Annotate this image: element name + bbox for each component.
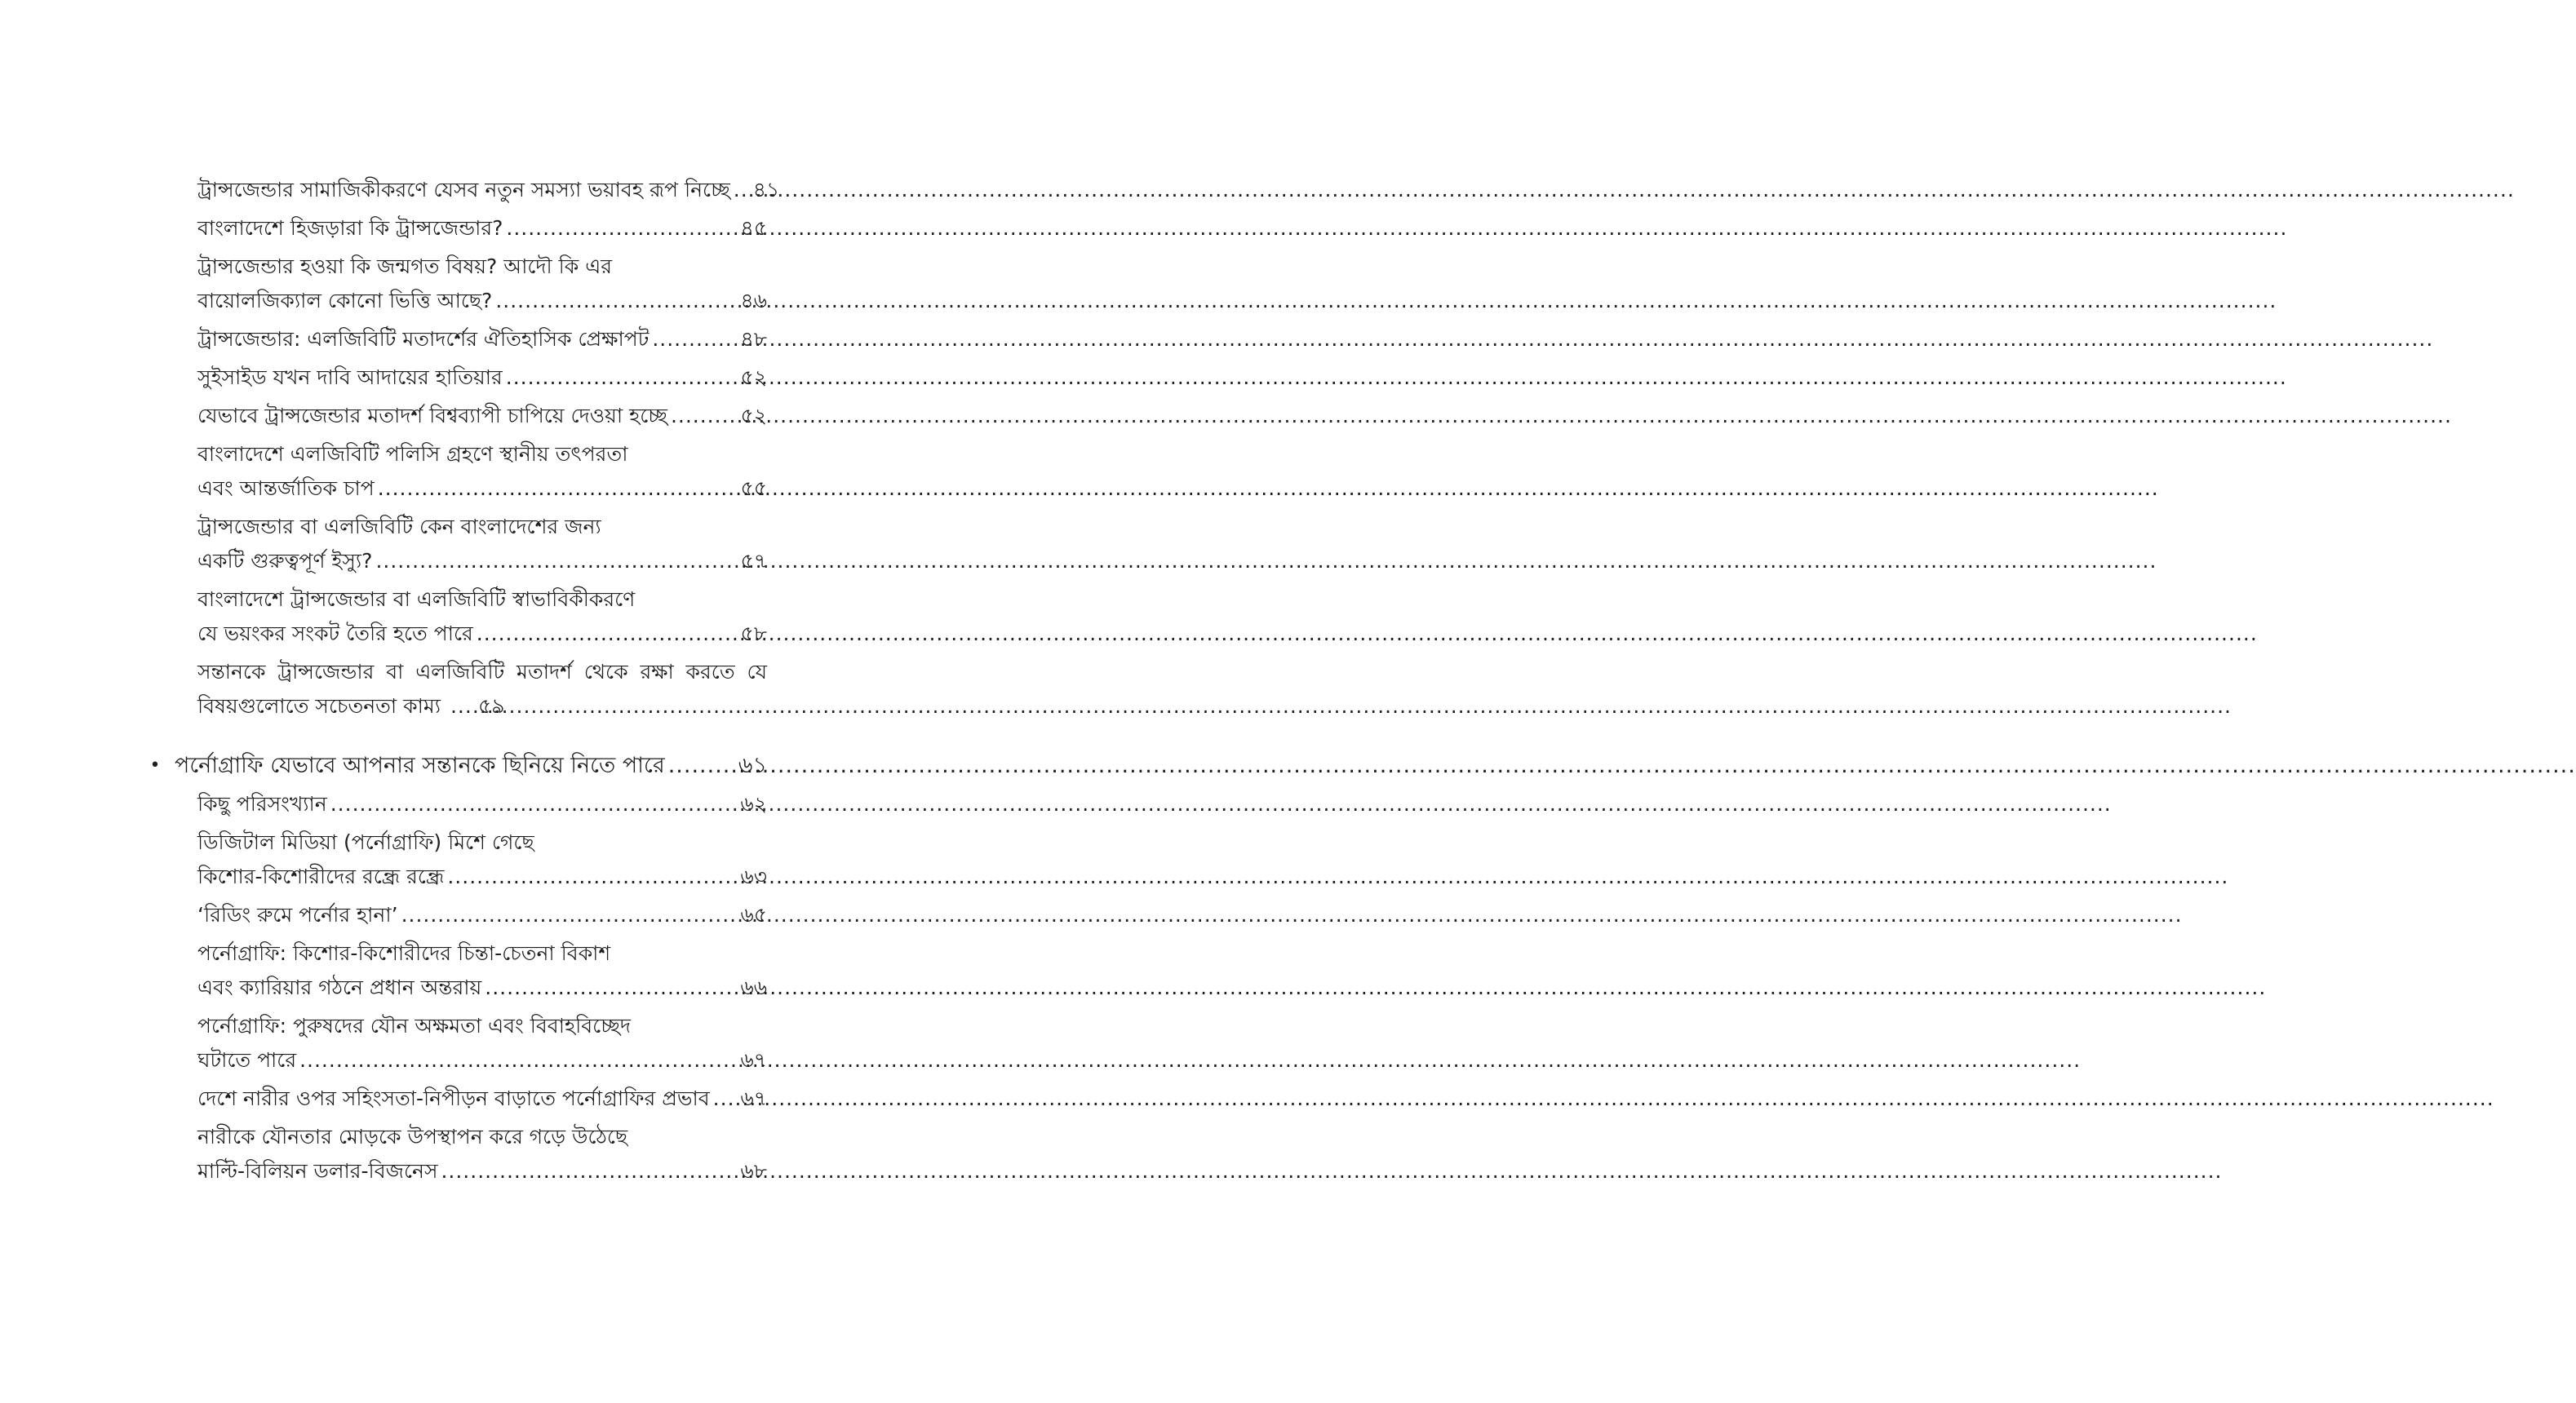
toc-page-number: ৫৮ bbox=[740, 622, 767, 645]
dot-leader bbox=[713, 1082, 738, 1116]
toc-page-number: ৪১ bbox=[752, 178, 780, 201]
toc-entry-title: যেভাবে ট্রান্সজেন্ডার মতাদর্শ বিশ্বব্যাপী চাপিয়ে দেওয়া হচ্ছে bbox=[197, 404, 667, 427]
toc-entry-title: কিশোর-কিশোরীদের রন্ধ্রে রন্ধ্রে bbox=[197, 865, 445, 888]
toc-entry-title: একটি গুরুত্বপূর্ণ ইস্যু? bbox=[197, 549, 373, 573]
toc-entry bbox=[197, 250, 767, 318]
toc-page-number: ৫২ bbox=[740, 404, 767, 427]
toc-entry bbox=[197, 173, 780, 207]
toc-entry-title: বায়োলজিক্যাল কোনো ভিত্তি আছে? bbox=[197, 289, 493, 312]
toc-entry-title: এবং ক্যারিয়ার গঠনে প্রধান অন্তরায় bbox=[197, 976, 482, 999]
toc-entry bbox=[197, 399, 767, 433]
toc-page-number: ৬৬ bbox=[740, 976, 767, 999]
toc-entry-title: সুইসাইড যখন দাবি আদায়ের হাতিয়ার bbox=[197, 365, 503, 389]
toc-page-number: ৬৫ bbox=[740, 903, 767, 927]
toc-entry-title-line: পর্নোগ্রাফি: পুরুষদের যৌন অক্ষমতা এবং বিবাহবিচ্ছেদ bbox=[197, 1014, 631, 1038]
dot-leader bbox=[330, 787, 738, 821]
dot-leader bbox=[447, 860, 737, 894]
dot-leader bbox=[671, 399, 738, 433]
toc-entry-title-line: নারীকে যৌনতার মোড়কে উপস্থাপন করে গড়ে উঠেছে bbox=[197, 1125, 628, 1149]
toc-page-number: ৬৮ bbox=[740, 1159, 767, 1183]
toc-page-number: ৬৩ bbox=[740, 865, 767, 888]
dot-leader bbox=[401, 898, 738, 932]
toc-entry-title: মাল্টি-বিলিয়ন ডলার-বিজনেস bbox=[197, 1159, 438, 1183]
dot-leader bbox=[378, 471, 738, 506]
toc-entry-title-line: ট্রান্সজেন্ডার বা এলজিবিটি কেন বাংলাদেশের জন্য bbox=[197, 515, 601, 538]
toc-entry bbox=[197, 510, 767, 578]
toc-entry-special bbox=[197, 655, 767, 724]
toc-entry-title: ট্রান্সজেন্ডার: এলজিবিটি মতাদর্শের ঐতিহাসিক প্রেক্ষাপট bbox=[197, 327, 650, 351]
dot-leader bbox=[652, 322, 737, 356]
toc-entry-title: ট্রান্সজেন্ডার সামাজিকীকরণে যেসব নতুন সমস্যা ভয়াবহ রূপ নিচ্ছে bbox=[197, 178, 730, 201]
toc-entry bbox=[197, 437, 767, 506]
toc-entry-title: এবং আন্তর্জাতিক চাপ bbox=[197, 476, 375, 500]
bullet-icon: • bbox=[149, 755, 161, 776]
dot-leader bbox=[506, 211, 737, 246]
toc-page-number: ৪৫ bbox=[740, 216, 767, 240]
toc-entry-title: বিষয়গুলোতে সচেতনতা কাম্য bbox=[197, 694, 441, 718]
toc-entry-title: ‘রিডিং রুমে পর্নোর হানা’ bbox=[197, 903, 398, 927]
dot-leader bbox=[485, 971, 737, 1005]
toc-entry bbox=[197, 936, 767, 1005]
toc-entry bbox=[197, 787, 767, 821]
toc-entry bbox=[197, 1009, 767, 1078]
toc-entry bbox=[197, 825, 767, 894]
toc-page-number: ৪৮ bbox=[740, 327, 767, 351]
toc-entry-title-line: পর্নোগ্রাফি: কিশোর-কিশোরীদের চিন্তা-চেতনা বিকাশ bbox=[197, 941, 611, 965]
toc-page-number: ৫৯ bbox=[477, 694, 505, 718]
toc-page-number: ৬৭ bbox=[740, 1087, 767, 1110]
toc-entry-title: বাংলাদেশে হিজড়ারা কি ট্রান্সজেন্ডার? bbox=[197, 216, 503, 240]
toc-entry-title: ঘটাতে পারে bbox=[197, 1048, 297, 1072]
toc-page-number: ৬১ bbox=[738, 753, 767, 778]
dot-leader bbox=[441, 1154, 737, 1188]
toc-section-heading bbox=[149, 748, 767, 784]
toc-entry bbox=[197, 1120, 767, 1188]
dot-leader bbox=[477, 617, 738, 651]
toc-entry bbox=[197, 322, 767, 356]
toc-entry-title-line: বাংলাদেশে এলজিবিটি পলিসি গ্রহণে স্থানীয় তৎপরতা bbox=[197, 442, 628, 466]
section-title: পর্নোগ্রাফি যেভাবে আপনার সন্তানকে ছিনিয়ে নিতে পারে bbox=[175, 753, 665, 778]
dot-leader bbox=[299, 1043, 737, 1078]
toc-page-number: ৫৭ bbox=[740, 549, 767, 573]
toc-page-number: ৪৬ bbox=[740, 289, 767, 312]
toc-entry-title: দেশে নারীর ওপর সহিংসতা-নিপীড়ন বাড়াতে পর্নোগ্রাফির প্রভাব bbox=[197, 1087, 710, 1110]
dot-leader bbox=[375, 544, 737, 578]
dot-leader bbox=[495, 284, 737, 318]
toc-entry-title: কিছু পরিসংখ্যান bbox=[197, 792, 327, 816]
toc-page-number: ৬২ bbox=[740, 792, 767, 816]
toc-entry-title: যে ভয়ংকর সংকট তৈরি হতে পারে bbox=[197, 622, 473, 645]
toc-entry-title-line: ডিজিটাল মিডিয়া (পর্নোগ্রাফি) মিশে গেছে bbox=[197, 830, 534, 854]
toc-entry bbox=[197, 582, 767, 651]
toc-page-number: ৫২ bbox=[740, 365, 767, 389]
book-page bbox=[0, 0, 914, 1403]
dot-leader bbox=[668, 748, 735, 784]
toc-entry-title-line: ট্রান্সজেন্ডার হওয়া কি জন্মগত বিষয়? আদৌ কি এর bbox=[197, 254, 613, 278]
toc-page-number: ৬৭ bbox=[740, 1048, 767, 1072]
toc-entry bbox=[197, 898, 767, 932]
dot-leader bbox=[506, 361, 738, 395]
dot-leader bbox=[450, 689, 475, 724]
toc-page-number: ৫৫ bbox=[740, 476, 767, 500]
toc-entry-title-line: সন্তানকে ট্রান্সজেন্ডার বা এলজিবিটি মতাদর্শ থেকে রক্ষা করতে যে bbox=[197, 660, 767, 684]
toc-entry bbox=[197, 211, 767, 246]
toc-entry bbox=[197, 1082, 767, 1116]
toc-entry bbox=[197, 361, 767, 395]
table-of-contents bbox=[149, 173, 780, 1193]
dot-leader bbox=[734, 173, 750, 207]
toc-entry-title-line: বাংলাদেশে ট্রান্সজেন্ডার বা এলজিবিটি স্বাভাবিকীকরণে bbox=[197, 587, 636, 611]
